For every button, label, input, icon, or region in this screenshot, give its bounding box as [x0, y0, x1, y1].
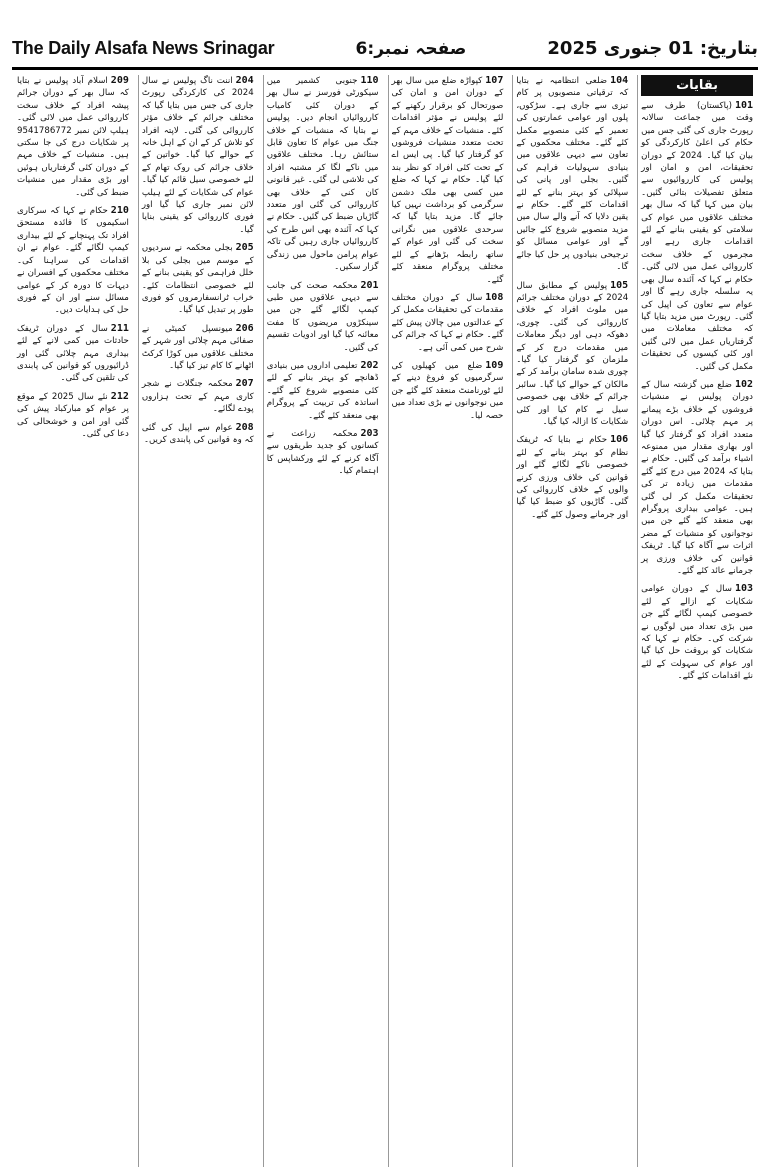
news-item: [392, 75, 504, 286]
item-paragraph: [267, 360, 379, 422]
item-number: 212: [110, 390, 129, 402]
item-paragraph: [142, 323, 254, 373]
item-text: حکام نے بتایا کہ ٹریفک نظام کو بہتر بنانے کے لئے خصوصی ناکے لگائے گئے اور قوانین کی خلاف ورزی کرنے والوں کے خلاف کارروائی کی گئی۔ گاڑیوں کو ضبط کیا گیا اور جرمانے وصول کئے گئے۔: [516, 435, 629, 520]
item-number: 104: [610, 75, 629, 86]
item-number: 201: [360, 279, 379, 291]
text-column: [637, 75, 756, 1167]
item-text: پولیس کے مطابق سال 2024 کے دوران مختلف جرائم میں ملوث افراد کے خلاف کارروائی کی گئی۔ چوری، دھوکہ دہی اور دیگر معاملات میں مقدمات درج کر کے ملزمان کو گرفتار کیا گیا۔ چوری شدہ سامان برآمد کر کے مالکان کے حوالے کیا گیا۔ سائبر جرائم کے خلاف بھی خصوصی سیل نے کام کیا اور کئی شکایات کا ازالہ کیا گیا۔: [516, 280, 629, 427]
item-text: حکام نے کہا کہ سرکاری اسکیموں کا فائدہ مستحق افراد تک پہنچانے کے لئے بیداری کیمپ لگائے گئے۔ عوام نے ان اقدامات کی سراہنا کی۔ مختلف محکموں کے افسران نے دیہات کا دورہ کر کے عوامی مسائل سنے اور ان کے فوری حل کی ہدایات دیں۔: [17, 206, 129, 316]
item-paragraph: [267, 280, 379, 354]
text-column: [14, 75, 132, 1167]
text-column: [512, 75, 631, 1167]
item-number: 202: [360, 359, 379, 371]
item-paragraph: [17, 205, 129, 317]
text-column: [388, 75, 507, 1167]
news-item: [392, 292, 504, 354]
item-paragraph: [516, 75, 628, 274]
item-paragraph: [142, 75, 254, 236]
item-text: سال کے دوران عوامی شکایات کے ازالے کے لئے خصوصی کیمپ لگائے گئے جن میں بڑی تعداد میں لوگوں نے شرکت کی۔ حکام نے کہا کہ شکایات کو بروقت حل کیا گیا اور عوام کی سہولت کے لئے نئے اقدامات کئے گئے۔: [641, 584, 753, 682]
item-text: جنوبی کشمیر میں سیکورٹی فورسز نے سال بھر کے دوران کئی کامیاب کارروائیاں انجام دیں۔ پولیس نے بتایا کہ منشیات کے خلاف جنگ میں عوام کا تعاون قابل ستائش رہا۔ مختلف علاقوں میں ناکے لگا کر مشتبہ افراد کی تلاشی لی گئی۔ غیر قانونی کان کنی کے خلاف بھی کارروائی کی گئی اور متعدد گاڑیاں ضبط کی گئیں۔ حکام نے کہا کہ آئندہ بھی اس طرح کی کارروائیاں جاری رہیں گی تاکہ عوام پرامن ماحول میں زندگی گزار سکیں۔: [266, 76, 379, 273]
news-item: [516, 280, 628, 429]
news-item: [267, 75, 379, 274]
item-paragraph: [641, 100, 753, 373]
newspaper-title: The Daily Alsafa News Srinagar: [12, 38, 275, 58]
item-paragraph: [142, 422, 254, 447]
item-paragraph: [142, 378, 254, 415]
news-item: [516, 434, 628, 521]
item-text: محکمہ زراعت نے کسانوں کو جدید طریقوں سے آگاہ کرنے کے لئے ورکشاپس کا اہتمام کیا۔: [266, 428, 379, 477]
news-item: [142, 378, 254, 415]
item-number: 209: [110, 75, 129, 86]
item-text: کپواڑہ ضلع میں سال بھر کے دوران امن و امان کی صورتحال کو برقرار رکھنے کے لئے پولیس نے مؤثر اقدامات کئے۔ منشیات کے خلاف مہم کے تحت متعدد منشیات فروشوں کو گرفتار کیا گیا۔ پی ایس اے کے تحت کئی افراد کو نظر بند کیا گیا۔ حکام نے کہا کہ ضلع میں کسی بھی ملک دشمن سرگرمی کو برداشت نہیں کیا جائے گا۔ مزید بتایا گیا کہ سرحدی علاقوں میں نگرانی سخت کی گئی اور عوام کے ساتھ رابطہ بڑھانے کے لئے مختلف پروگرام منعقد کئے گئے۔: [391, 76, 504, 285]
text-column: [263, 75, 382, 1167]
item-paragraph: [641, 379, 753, 578]
item-number: 211: [110, 322, 129, 334]
article-columns: [14, 75, 756, 1167]
item-number: 205: [235, 242, 254, 254]
item-number: 109: [485, 359, 504, 371]
page-number: صفحہ نمبر:6: [355, 39, 467, 59]
news-item: [142, 323, 254, 373]
news-item: [142, 422, 254, 447]
item-text: ضلع میں کھیلوں کی سرگرمیوں کو فروغ دینے کے لئے ٹورنامنٹ منعقد کئے گئے جن میں نوجوانوں نے بڑی تعداد میں حصہ لیا۔: [391, 360, 504, 421]
issue-date: بتاریخ: 01 جنوری 2025: [547, 38, 758, 59]
item-text: اسلام آباد پولیس نے بتایا کہ سال بھر کے دوران جرائم پیشہ افراد کے خلاف سخت کارروائی عمل میں لائی گئی۔ ہیلپ لائن نمبر 9541786772 پر شکایات درج کی جا سکتی ہیں۔ منشیات کے خلاف مہم کے دوران کئی گرفتاریاں ہوئیں اور بڑی مقدار میں منشیات ضبط کی گئی۔: [17, 76, 129, 198]
news-item: [142, 242, 254, 316]
news-item: [516, 75, 628, 274]
item-paragraph: [267, 428, 379, 478]
news-item: [641, 100, 753, 373]
item-text: محکمہ صحت کی جانب سے دیہی علاقوں میں طبی کیمپ لگائے گئے جن میں سینکڑوں مریضوں کا مفت معائنہ کیا گیا اور ادویات تقسیم کی گئیں۔: [266, 280, 379, 353]
item-number: 103: [734, 583, 753, 595]
item-text: بجلی محکمہ نے سردیوں کے موسم میں بجلی کی بلا خلل فراہمی کو یقینی بنانے کے لئے خصوصی انتظامات کئے۔ خراب ٹرانسفارمروں کو فوری طور پر تبدیل کیا گیا۔: [141, 243, 254, 316]
news-item: [17, 205, 129, 317]
masthead: [12, 30, 758, 70]
item-number: 107: [485, 75, 504, 86]
item-text: ضلع میں گزشتہ سال کے دوران پولیس نے منشیات فروشوں کے خلاف بڑے پیمانے پر مہم چلائی۔ اس دوران متعدد افراد کو گرفتار کیا گیا اور بھاری مقدار میں ممنوعہ اشیاء برآمد کی گئیں۔ حکام نے بتایا کہ 2024 میں درج کئے گئے مقدمات میں زیادہ تر کی تحقیقات مکمل کر لی گئی ہیں۔ عوامی بیداری پروگرام بھی منعقد کئے گئے جن میں نوجوانوں کو منشیات کے مضر اثرات سے آگاہ کیا گیا۔ ٹریفک قوانین کی خلاف ورزی پر جرمانے عائد کئے گئے۔: [641, 379, 753, 577]
item-paragraph: [392, 292, 504, 354]
news-item: [17, 391, 129, 441]
item-paragraph: [516, 280, 628, 429]
item-number: 207: [235, 378, 254, 390]
item-text: تعلیمی اداروں میں بنیادی ڈھانچے کو بہتر بنانے کے لئے کئی منصوبے شروع کئے گئے۔ اساتذہ کی تربیت کے پروگرام بھی منعقد کئے گئے۔: [266, 360, 379, 421]
item-paragraph: [267, 75, 379, 274]
item-number: 101: [734, 100, 753, 111]
item-number: 105: [610, 279, 629, 291]
item-number: 203: [360, 427, 379, 439]
item-text: محکمہ جنگلات نے شجر کاری مہم کے تحت ہزاروں پودے لگائے۔: [141, 379, 254, 415]
news-item: [17, 75, 129, 199]
news-item: [142, 75, 254, 236]
item-number: 106: [610, 434, 629, 446]
news-item: [641, 379, 753, 578]
item-paragraph: [17, 323, 129, 385]
item-paragraph: [392, 75, 504, 286]
item-paragraph: [392, 360, 504, 422]
item-text: نئے سال 2025 کے موقع پر عوام کو مبارکباد پیش کی گئی اور امن و خوشحالی کی دعا کی گئی۔: [17, 391, 129, 439]
news-item: [267, 280, 379, 354]
item-text: میونسپل کمیٹی نے صفائی مہم چلائی اور شہر کے مختلف علاقوں میں کوڑا کرکٹ اٹھانے کا کام تیز کیا گیا۔: [141, 323, 254, 371]
news-item: [392, 360, 504, 422]
item-text: عوام سے اپیل کی گئی کہ وہ قوانین کی پابندی کریں۔: [141, 422, 254, 445]
text-column: [138, 75, 257, 1167]
item-number: 206: [235, 322, 254, 334]
item-number: 108: [485, 291, 504, 303]
section-title: بقایات: [641, 75, 753, 96]
item-paragraph: [17, 391, 129, 441]
item-number: 204: [235, 75, 254, 86]
item-paragraph: [641, 583, 753, 682]
news-item: [17, 323, 129, 385]
news-item: [267, 360, 379, 422]
item-text: اننت ناگ پولیس نے سال 2024 کی کارکردگی رپورٹ جاری کی جس میں بتایا گیا کہ مختلف جرائم کے خلاف مؤثر کارروائی کی گئی۔ لاپتہ افراد کو تلاش کر کے ان کے اہل خانہ کے حوالے کیا گیا۔ خواتین کے خلاف جرائم کی روک تھام کے لئے خصوصی سیل قائم کیا گیا۔ عوام کی شکایات کے لئے ہیلپ لائن نمبر جاری کیا گیا اور فوری کارروائی کو یقینی بنایا گیا۔: [141, 76, 254, 235]
item-text: سال کے دوران ٹریفک حادثات میں کمی لانے کے لئے بیداری مہم چلائی گئی اور ڈرائیوروں کو قوانین کی پابندی کی تلقین کی گئی۔: [17, 323, 129, 384]
item-paragraph: [142, 242, 254, 316]
item-number: 208: [235, 421, 254, 433]
item-paragraph: [17, 75, 129, 199]
item-text: (پاکستان) طرف سے وقت میں جماعت سالانہ رپورٹ جاری کی گئی جس میں حکام کی اعلیٰ کارکردگی کو بیان کیا گیا۔ 2024 کے دوران تحقیقات، امن و امان اور پولیس کی کارروائیوں سے متعلق تفصیلات بتائی گئیں۔ بیان میں کہا گیا کہ سال بھر مختلف علاقوں میں عوام کی سلامتی کو یقینی بنانے کے لئے اقدامات جاری رہے اور مجرموں کے خلاف سخت کارروائی عمل میں لائی گئی۔ حکام نے کہا کہ آئندہ سال بھی یہ سلسلہ جاری رہے گا اور عوام سے تعاون کی اپیل کی گئی۔ رپورٹ میں مزید بتایا گیا کہ مختلف معاملات میں گرفتاریاں عمل میں لائی گئیں اور کئی کیسوں کی تحقیقات مکمل کی گئیں۔: [641, 101, 753, 372]
news-item: [641, 583, 753, 682]
item-number: 102: [734, 378, 753, 390]
item-text: سال کے دوران مختلف مقدمات کی تحقیقات مکمل کر کے عدالتوں میں چالان پیش کئے گئے۔ حکام نے کہا کہ جرائم کی شرح میں کمی آئی ہے۔: [391, 292, 504, 353]
item-number: 110: [360, 75, 379, 86]
news-item: [267, 428, 379, 478]
item-number: 210: [110, 205, 129, 217]
item-text: ضلعی انتظامیہ نے بتایا کہ ترقیاتی منصوبوں پر کام تیزی سے جاری ہے۔ سڑکوں، پلوں اور عوامی عمارتوں کی تعمیر کے کئی منصوبے مکمل کئے گئے۔ مختلف محکموں کے تعاون سے دیہی علاقوں میں بنیادی سہولیات فراہم کی گئیں۔ بجلی اور پانی کی سپلائی کو بہتر بنانے کے لئے اقدامات کئے گئے۔ حکام نے یقین دلایا کہ آنے والے سال میں مزید منصوبے شروع کئے جائیں گے اور عوامی مسائل کو ترجیحی بنیادوں پر حل کیا جائے گا۔: [516, 76, 629, 273]
item-paragraph: [516, 434, 628, 521]
